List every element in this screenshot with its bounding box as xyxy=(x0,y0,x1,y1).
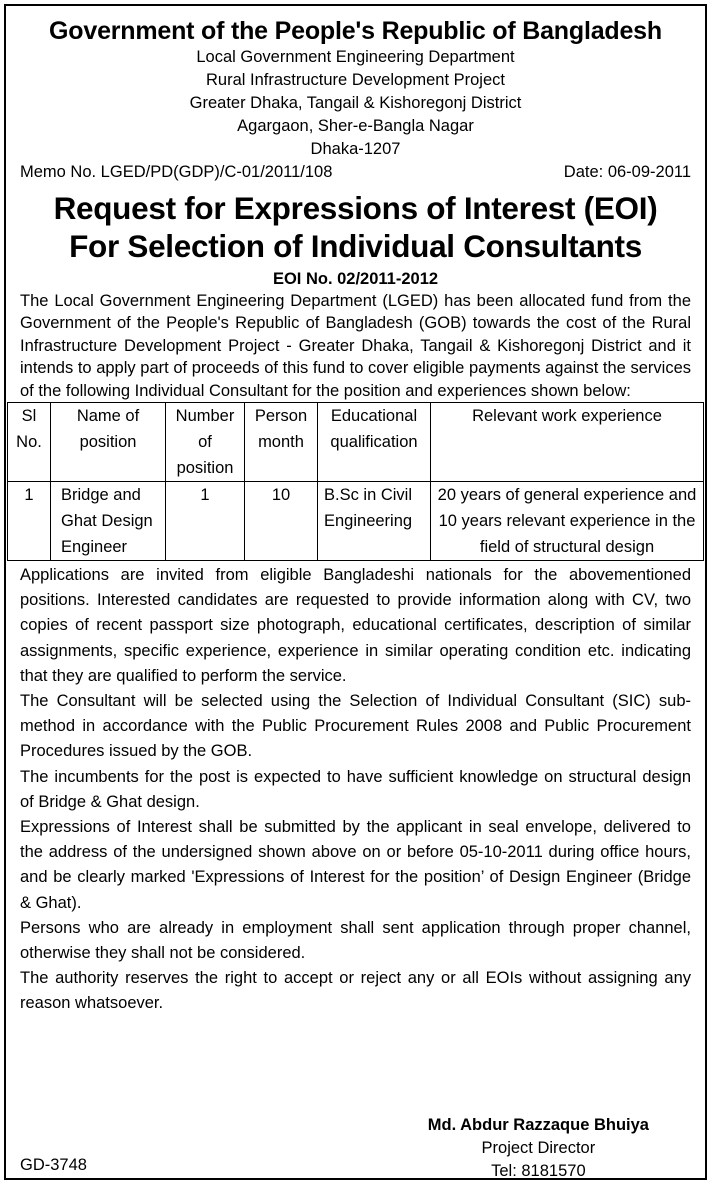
eoi-number: EOI No. 02/2011-2012 xyxy=(272,270,439,288)
intro-text: The Local Government Engineering Department (LGED) has been allocated fund from the Government of the People's Republic of Bangladesh (GOB) towards the cost of the Rural Infrastructure Development Project - Greater Dhaka, Tangail & Kishoregonj District and it intends to apply part of proceeds of this fund to cover eligible payments against the services of the following Individual Consultant for the position and experiences shown below: xyxy=(20,292,691,400)
cell-number: 1 xyxy=(166,482,245,561)
positions-table xyxy=(7,402,704,561)
cell-person-month: 10 xyxy=(245,482,318,561)
table-row xyxy=(8,482,704,561)
memo-date: Date: 06-09-2011 xyxy=(563,163,691,181)
title-line-1: Request for Expressions of Interest (EOI) xyxy=(53,190,658,226)
memo-number: Memo No. LGED/PD(GDP)/C-01/2011/108 xyxy=(20,163,333,181)
title-line-2: For Selection of Individual Consultants xyxy=(69,228,642,264)
paragraph-applications: Applications are invited from eligible Bangladeshi nationals for the abovementioned positions. Interested candidates are requested to provide information along with CV, two copies of recent passport size photograph, educational certificates, description of similar assignments, specific experience, experience in similar operating condition etc. indicating that they are qualified to perform the service. xyxy=(20,566,691,685)
paragraph-knowledge: The incumbents for the post is expected to have sufficient knowledge on structural design of Bridge & Ghat design. xyxy=(20,767,691,811)
cell-qualification: B.Sc in Civil Engineering xyxy=(318,482,431,561)
government-heading: Government of the People's Republic of Bangladesh xyxy=(49,17,662,45)
gd-code: GD-3748 xyxy=(20,1156,87,1174)
header-person-month: Person month xyxy=(245,403,318,482)
cell-experience: 20 years of general experience and 10 years relevant experience in the field of structural design xyxy=(431,482,704,561)
intro-paragraph xyxy=(20,290,691,402)
signature-block xyxy=(428,1114,649,1183)
memo-row xyxy=(20,161,691,183)
paragraph-authority: The authority reserves the right to accept or reject any or all EOIs without assigning any reason whatsoever. xyxy=(20,969,691,1013)
signatory-tel: Tel: 8181570 xyxy=(491,1162,586,1180)
eoi-notice xyxy=(4,4,707,1180)
cell-position: Bridge and Ghat Design Engineer xyxy=(51,482,166,561)
project-name: Rural Infrastructure Development Project xyxy=(206,71,505,89)
signatory-name: Md. Abdur Razzaque Bhuiya xyxy=(427,1116,649,1134)
header-number: Number of position xyxy=(166,403,245,482)
address-line-1: Agargaon, Sher-e-Bangla Nagar xyxy=(237,117,474,135)
header-experience: Relevant work experience xyxy=(431,403,704,482)
signatory-designation: Project Director xyxy=(481,1139,596,1157)
header-qualification: Educational qualification xyxy=(318,403,431,482)
paragraph-selection: The Consultant will be selected using the Selection of Individual Consultant (SIC) sub-method in accordance with the Public Procurement Rules 2008 and Public Procurement Procedures issued by the GOB. xyxy=(20,692,691,761)
paragraph-employment: Persons who are already in employment shall sent application through proper channel, otherwise they shall not be considered. xyxy=(20,918,691,963)
department-name: Local Government Engineering Department xyxy=(196,48,515,66)
terms-section xyxy=(20,563,691,1017)
table-header-row xyxy=(8,403,704,482)
paragraph-submission: Expressions of Interest shall be submitted by the applicant in seal envelope, delivered to the address of the undersigned shown above on or before 05-10-2011 during office hours, and be clearly marked 'Expressions of Interest for the position’ of Design Engineer (Bridge & Ghat). xyxy=(20,818,691,912)
address-line-2: Dhaka-1207 xyxy=(310,140,401,158)
header-sl: Sl No. xyxy=(8,403,51,482)
header-position: Name of position xyxy=(51,403,166,482)
cell-sl: 1 xyxy=(8,482,51,561)
district-name: Greater Dhaka, Tangail & Kishoregonj District xyxy=(189,94,522,112)
